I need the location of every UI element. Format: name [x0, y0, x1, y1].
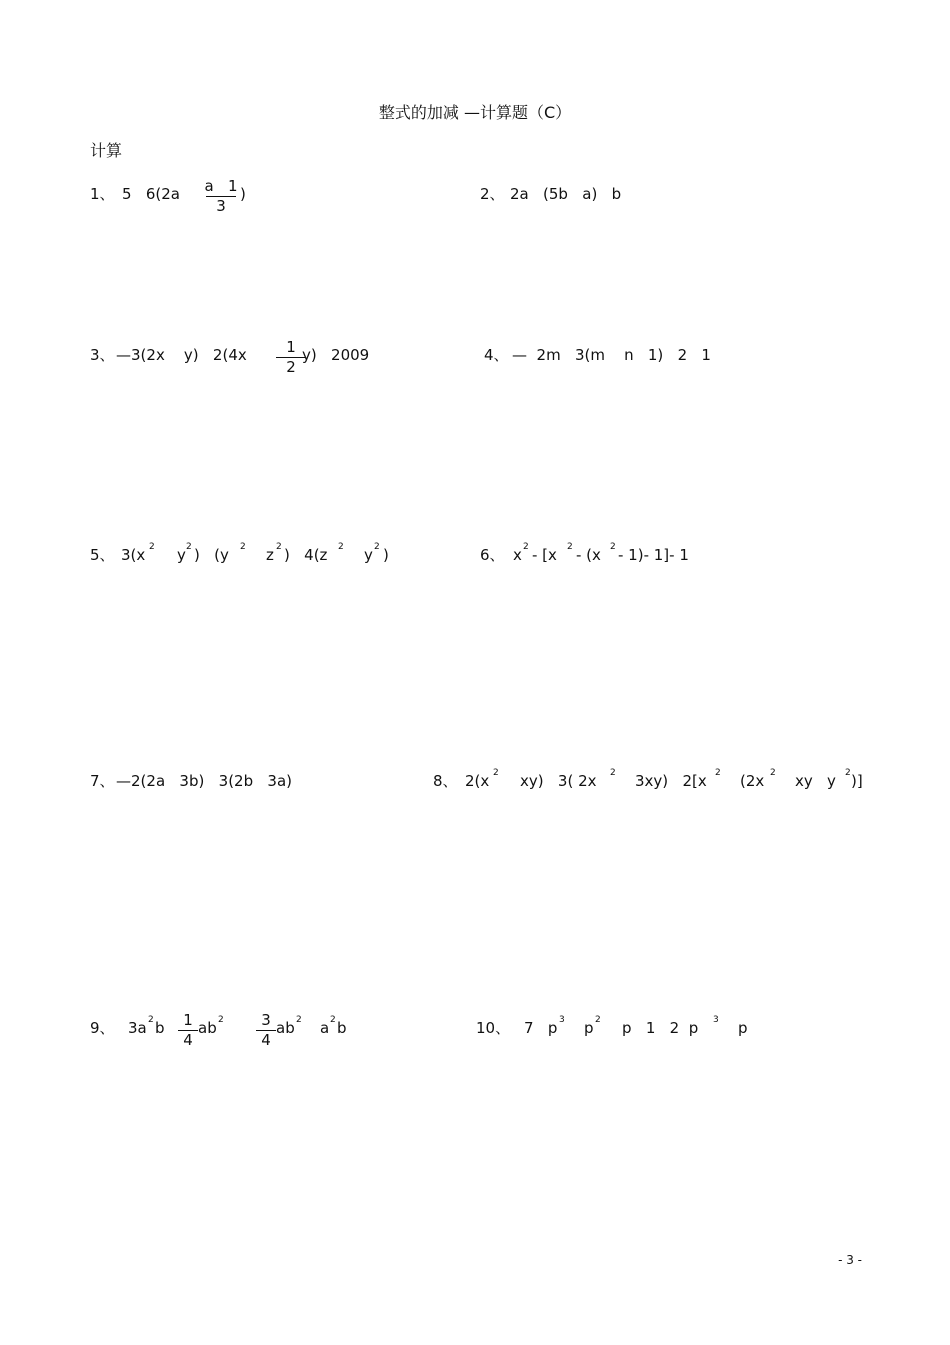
expression-text: 3a — [128, 1019, 147, 1037]
problem-number: 9、 — [90, 1019, 115, 1037]
exponent: 2 — [330, 1015, 336, 1025]
expression-text: - [x — [532, 546, 557, 564]
problem-number: 4、 — [484, 346, 509, 364]
exponent: 2 — [610, 768, 616, 778]
fraction-denominator: 4 — [261, 1031, 271, 1049]
problem-number: 10、 — [476, 1019, 511, 1037]
exponent: 2 — [770, 768, 776, 778]
problem-number: 7、 — [90, 772, 115, 790]
expression-text: y — [364, 546, 373, 564]
expression-text: - 1)- 1]- 1 — [618, 546, 689, 564]
expression-text: p — [584, 1019, 594, 1037]
exponent: 2 — [149, 542, 155, 552]
expression-text: ) — [240, 185, 246, 203]
exponent: 3 — [713, 1015, 719, 1025]
problem-number: 1、 — [90, 185, 115, 203]
expression-text: 5 6(2a — [122, 185, 180, 203]
expression-text: b — [337, 1019, 347, 1037]
exponent: 2 — [338, 542, 344, 552]
expression-text: ab — [276, 1019, 295, 1037]
problem-number: 8、 — [433, 772, 458, 790]
expression-text: 7 p — [524, 1019, 558, 1037]
exponent: 2 — [186, 542, 192, 552]
problem-number: 6、 — [480, 546, 505, 564]
fraction-numerator: 1 — [183, 1011, 193, 1029]
exponent: 2 — [595, 1015, 601, 1025]
fraction-denominator: 3 — [216, 197, 226, 215]
expression-text: y — [177, 546, 186, 564]
fraction-numerator: 1 — [286, 338, 296, 356]
exponent: 2 — [276, 542, 282, 552]
expression-text: b — [155, 1019, 165, 1037]
exponent: 2 — [218, 1015, 224, 1025]
expression-text: )] — [851, 772, 863, 790]
exponent: 2 — [845, 768, 851, 778]
fraction-denominator: 2 — [286, 358, 296, 376]
expression-text: xy) 3( 2x — [520, 772, 597, 790]
expression-text: y) 2009 — [302, 346, 370, 364]
expression-text: a — [320, 1019, 330, 1037]
problem-number: 3、 — [90, 346, 115, 364]
exponent: 2 — [523, 542, 529, 552]
expression-text: ) — [383, 546, 389, 564]
expression-text: ab — [198, 1019, 217, 1037]
expression-text: p — [738, 1019, 748, 1037]
fraction-numerator: 3 — [261, 1011, 271, 1029]
exponent: 2 — [610, 542, 616, 552]
expression-text: 3(x — [121, 546, 146, 564]
expression-text: p 1 2 p — [622, 1019, 699, 1037]
expression-text: x — [513, 546, 522, 564]
expression-text: 3xy) 2[x — [635, 772, 707, 790]
expression-text: ) 4(z — [284, 546, 328, 564]
expression-text: z — [266, 546, 274, 564]
expression-text: —3(2x y) 2(4x — [116, 346, 247, 364]
exponent: 2 — [296, 1015, 302, 1025]
page-number: - 3 - — [838, 1253, 862, 1267]
exponent: 2 — [148, 1015, 154, 1025]
exponent: 2 — [567, 542, 573, 552]
fraction-denominator: 4 — [183, 1031, 193, 1049]
page-title: 整式的加减 —计算题（C） — [378, 103, 572, 122]
expression-text: ) (y — [194, 546, 229, 564]
problem-number: 5、 — [90, 546, 115, 564]
expression-text: 2(x — [465, 772, 490, 790]
expression-text: - (x — [576, 546, 601, 564]
section-heading: 计算 — [90, 141, 123, 160]
expression-text: —2(2a 3b) 3(2b 3a) — [116, 772, 293, 790]
exponent: 2 — [715, 768, 721, 778]
exponent: 2 — [374, 542, 380, 552]
exponent: 2 — [240, 542, 246, 552]
expression-text: — 2m 3(m n 1) 2 1 — [512, 346, 711, 364]
exponent: 2 — [493, 768, 499, 778]
exponent: 3 — [559, 1015, 565, 1025]
fraction-numerator: a 1 — [204, 177, 238, 195]
expression-text: 2a (5b a) b — [510, 185, 622, 203]
expression-text: (2x — [740, 772, 765, 790]
expression-text: xy y — [795, 772, 836, 790]
problem-number: 2、 — [480, 185, 505, 203]
